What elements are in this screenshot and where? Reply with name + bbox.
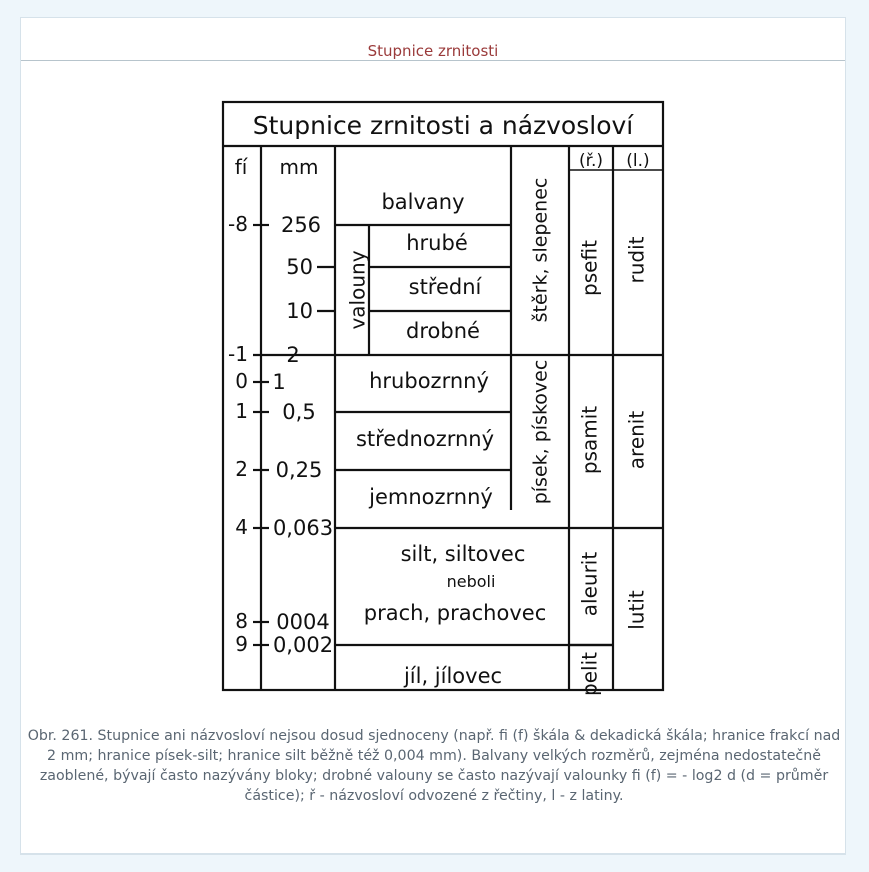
class-label: prach, prachovec [363, 601, 547, 625]
class-label: střední [408, 275, 482, 299]
panel-bottom-divider [21, 853, 845, 854]
class-label: střednozrnný [355, 427, 495, 451]
figure-heading: Stupnice zrnitosti a názvosloví [252, 111, 634, 140]
rock-label: štěrk, slepenec [529, 177, 552, 323]
mm-tick: 50 [286, 255, 313, 279]
mm-tick: 256 [280, 213, 322, 237]
class-label: balvany [381, 190, 465, 214]
col-fi-label: fí [234, 155, 248, 179]
mm-tick: 0,063 [272, 516, 334, 540]
content-panel [20, 17, 846, 855]
class-label: valouny [345, 250, 370, 330]
mm-tick: 10 [286, 299, 313, 323]
grain-size-scale-figure [189, 100, 679, 725]
page-title: Stupnice zrnitosti [367, 42, 499, 60]
figure-caption: Obr. 261. Stupnice ani názvosloví nejsou dosud sjednoceny (např. fi (f) škála & dekadická škála; hranice frakcí nad 2 mm; hranice písek-silt; hranice silt běžně též 0,004 mm). Balvany velkých rozměrů, zejména nedostatečně zaoblené, bývají často nazývány bloky; drobné valouny se často nazývají valounky fi (f) = - log2 d (d = průměr částice); ř - názvosloví odvozené z řečtiny, l - z latiny. [27, 728, 841, 804]
class-label: hrubé [406, 231, 468, 255]
scale-diagram [189, 100, 679, 725]
mm-tick: 0,25 [275, 458, 323, 482]
fi-tick: -1 [228, 342, 248, 366]
class-label: jíl, jílovec [403, 664, 503, 688]
mm-tick: 2 [286, 343, 300, 367]
latin-term: arenit [624, 410, 649, 470]
title-divider [21, 60, 845, 61]
col-latin-label: (l.) [626, 151, 650, 171]
greek-term: psamit [577, 405, 602, 475]
fi-tick: 9 [235, 632, 248, 656]
mm-tick: 0,002 [272, 633, 334, 657]
fi-tick: 8 [235, 609, 248, 633]
class-label: silt, siltovec [400, 542, 526, 566]
mm-tick: 0,5 [282, 400, 316, 424]
fi-tick: 1 [235, 399, 248, 423]
class-label: neboli [446, 572, 496, 591]
greek-term: aleurit [577, 551, 602, 617]
fi-tick: 0 [235, 369, 248, 393]
rock-label: písek, pískovec [529, 359, 552, 505]
fi-tick: -8 [228, 212, 248, 236]
col-mm-label: mm [279, 155, 319, 179]
greek-term: psefit [577, 240, 602, 296]
greek-term: pelit [577, 652, 602, 696]
col-greek-label: (ř.) [578, 151, 604, 171]
class-label: hrubozrnný [369, 369, 489, 393]
mm-tick: 1 [272, 370, 286, 394]
fi-tick: 4 [235, 515, 248, 539]
latin-term: lutit [624, 590, 649, 630]
mm-tick: 0004 [276, 610, 330, 634]
class-label: jemnozrnný [369, 485, 493, 509]
fi-tick: 2 [235, 457, 248, 481]
latin-term: rudit [624, 236, 649, 284]
class-label: drobné [406, 319, 480, 343]
